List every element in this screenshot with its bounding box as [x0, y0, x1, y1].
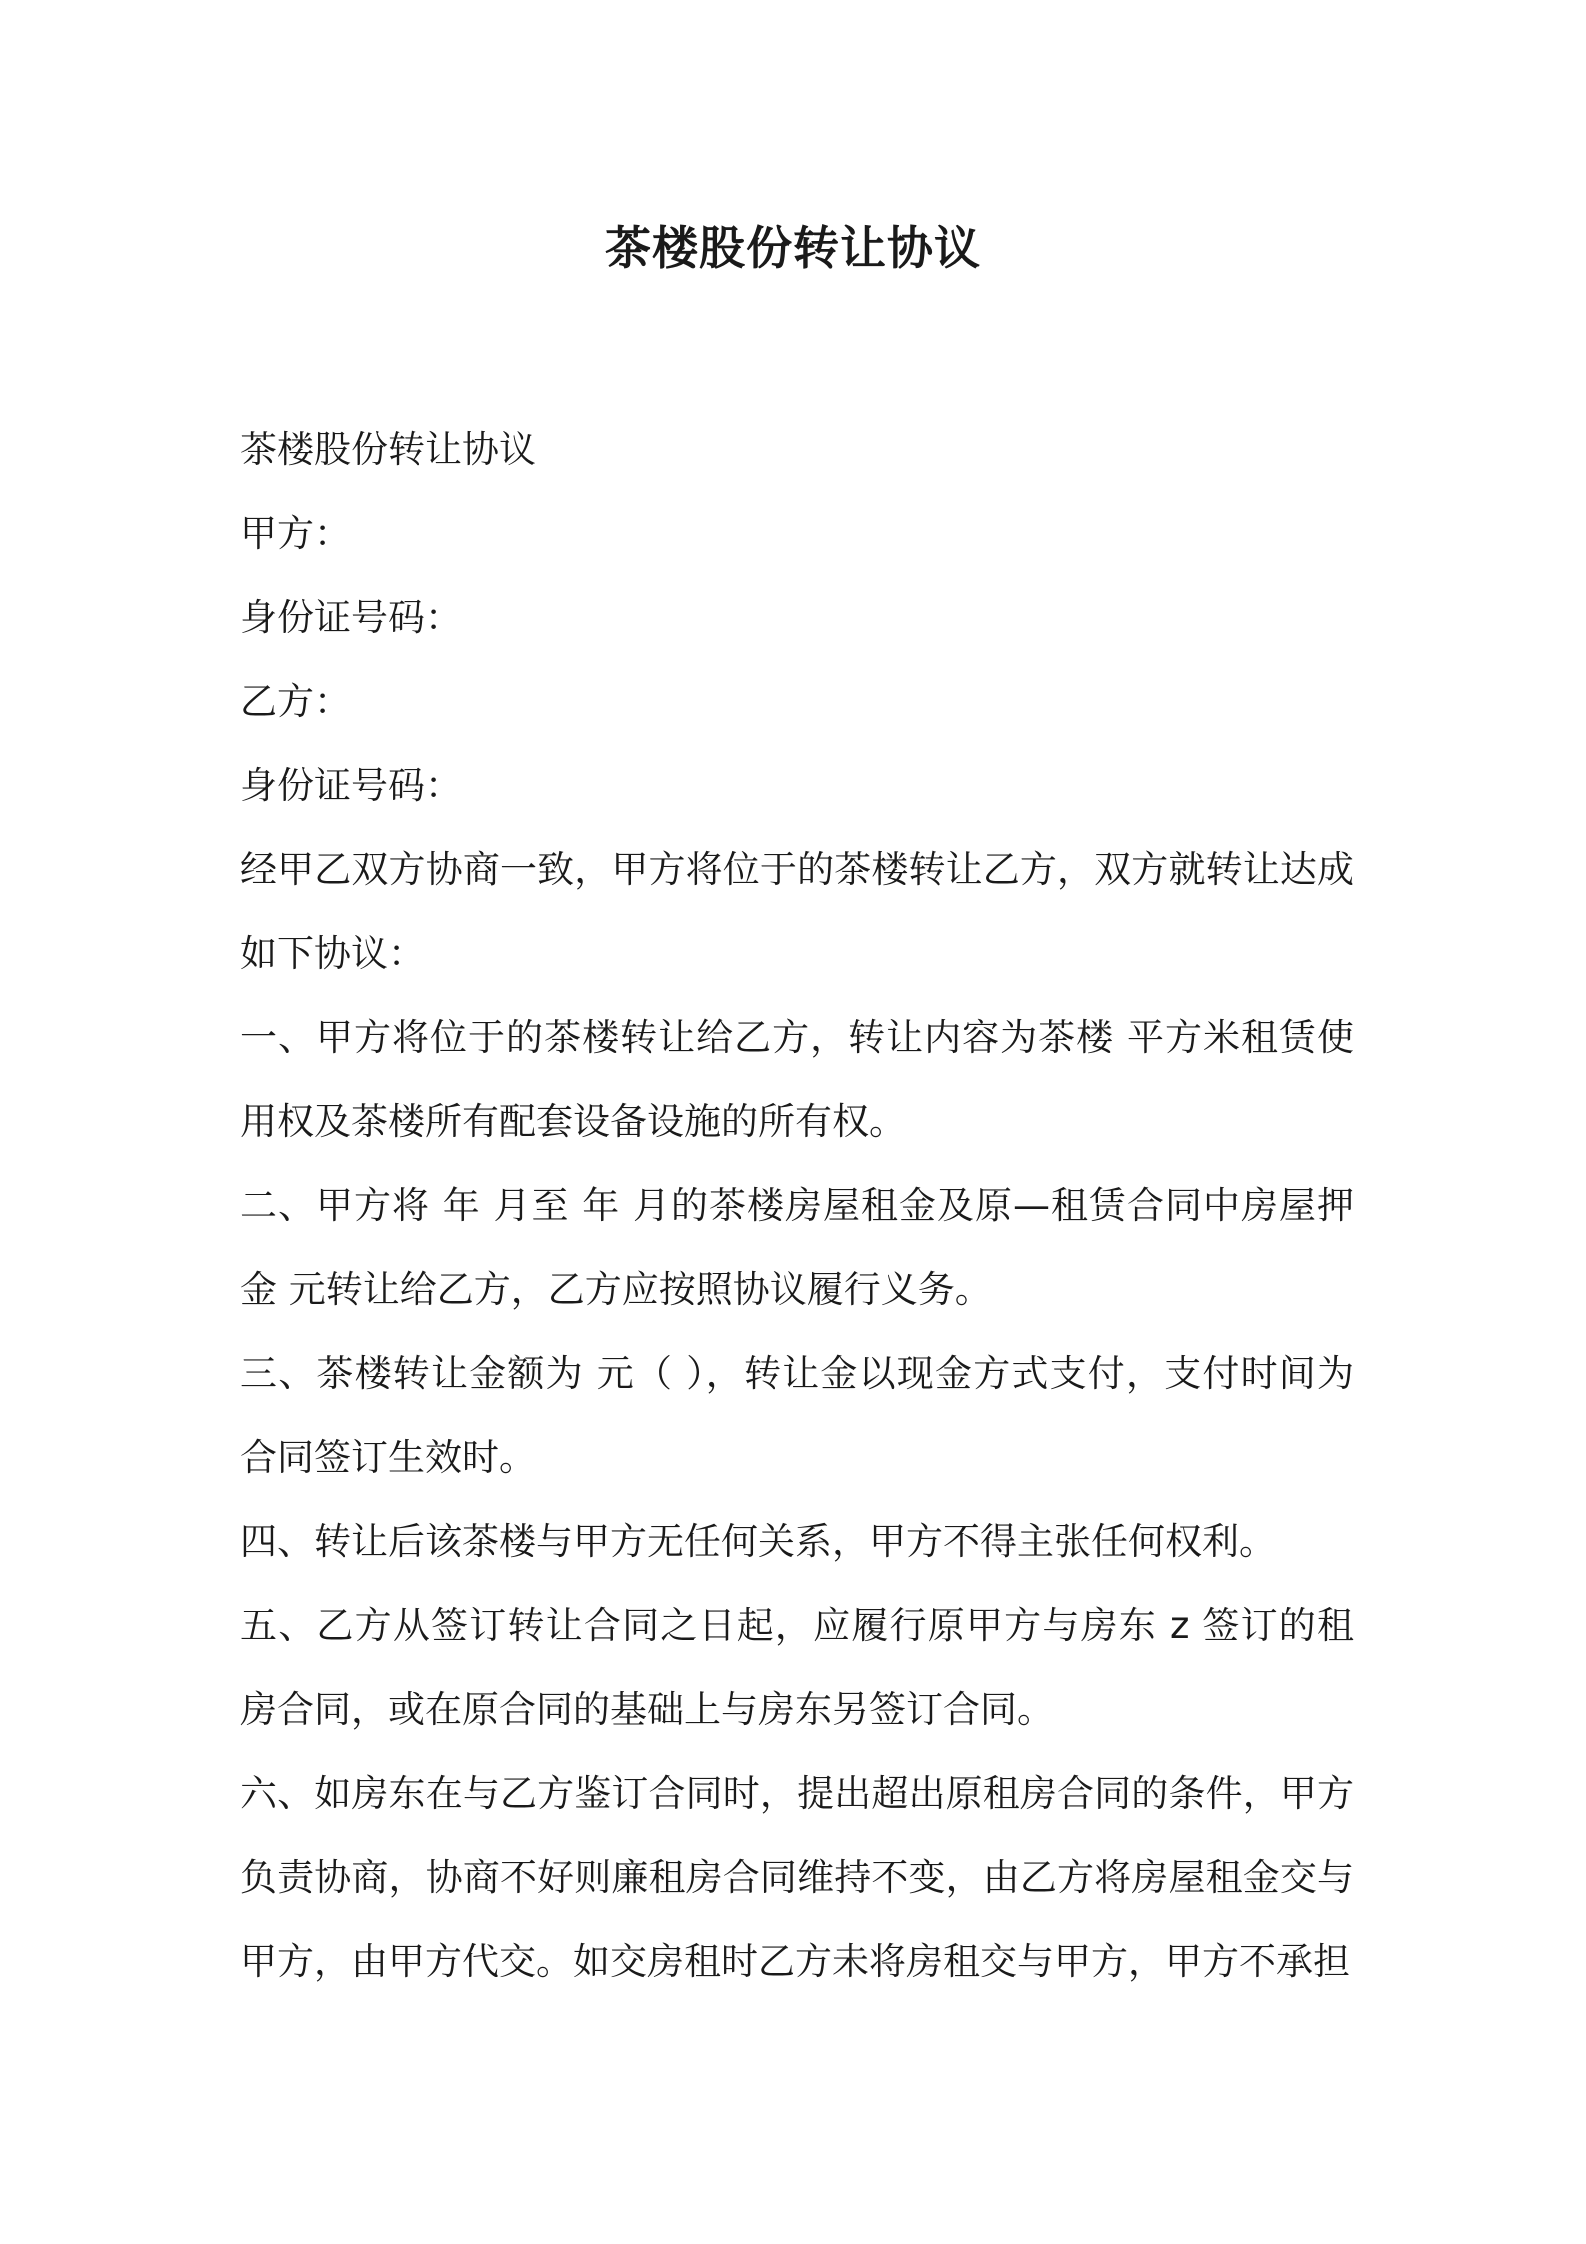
paragraph-clause-2: 二、甲方将 年 月至 年 月的茶楼房屋租金及原—租赁合同中房屋押金 元转让给乙方，乙方应按照协议履行义务。	[240, 1184, 1354, 1311]
paragraph-intro: 经甲乙双方协商一致，甲方将位于的茶楼转让乙方，双方就转让达成如下协议：	[240, 848, 1354, 975]
paragraph-clause-3: 三、茶楼转让金额为 元（ ），转让金以现金方式支付，支付时间为合同签订生效时。	[240, 1352, 1354, 1479]
paragraph-clause-6: 六、如房东在与乙方鉴订合同时，提出超出原租房合同的条件，甲方负责协商，协商不好则廉租房合同维持不变，由乙方将房屋租金交与甲方，由甲方代交。如交房租时乙方未将房租交与甲方，甲方不承担	[240, 1772, 1354, 1983]
paragraph-party-b: 乙方：	[240, 680, 351, 723]
paragraph-clause-5: 五、乙方从签订转让合同之日起，应履行原甲方与房东 z 签订的租房合同，或在原合同的基础上与房东另签订合同。	[240, 1604, 1354, 1731]
paragraph-heading: 茶楼股份转让协议	[240, 428, 536, 471]
paragraph-clause-1: 一、甲方将位于的茶楼转让给乙方，转让内容为茶楼 平方米租赁使用权及茶楼所有配套设备设施的所有权。	[240, 1016, 1354, 1143]
document-body	[240, 408, 1354, 2004]
paragraph-party-b-id: 身份证号码：	[240, 764, 462, 807]
document-title: 茶楼股份转让协议	[605, 221, 981, 275]
paragraph-clause-4: 四、转让后该茶楼与甲方无任何关系，甲方不得主张任何权利。	[240, 1520, 1276, 1563]
paragraph-party-a-id: 身份证号码：	[240, 596, 462, 639]
paragraph-party-a: 甲方：	[240, 512, 351, 555]
